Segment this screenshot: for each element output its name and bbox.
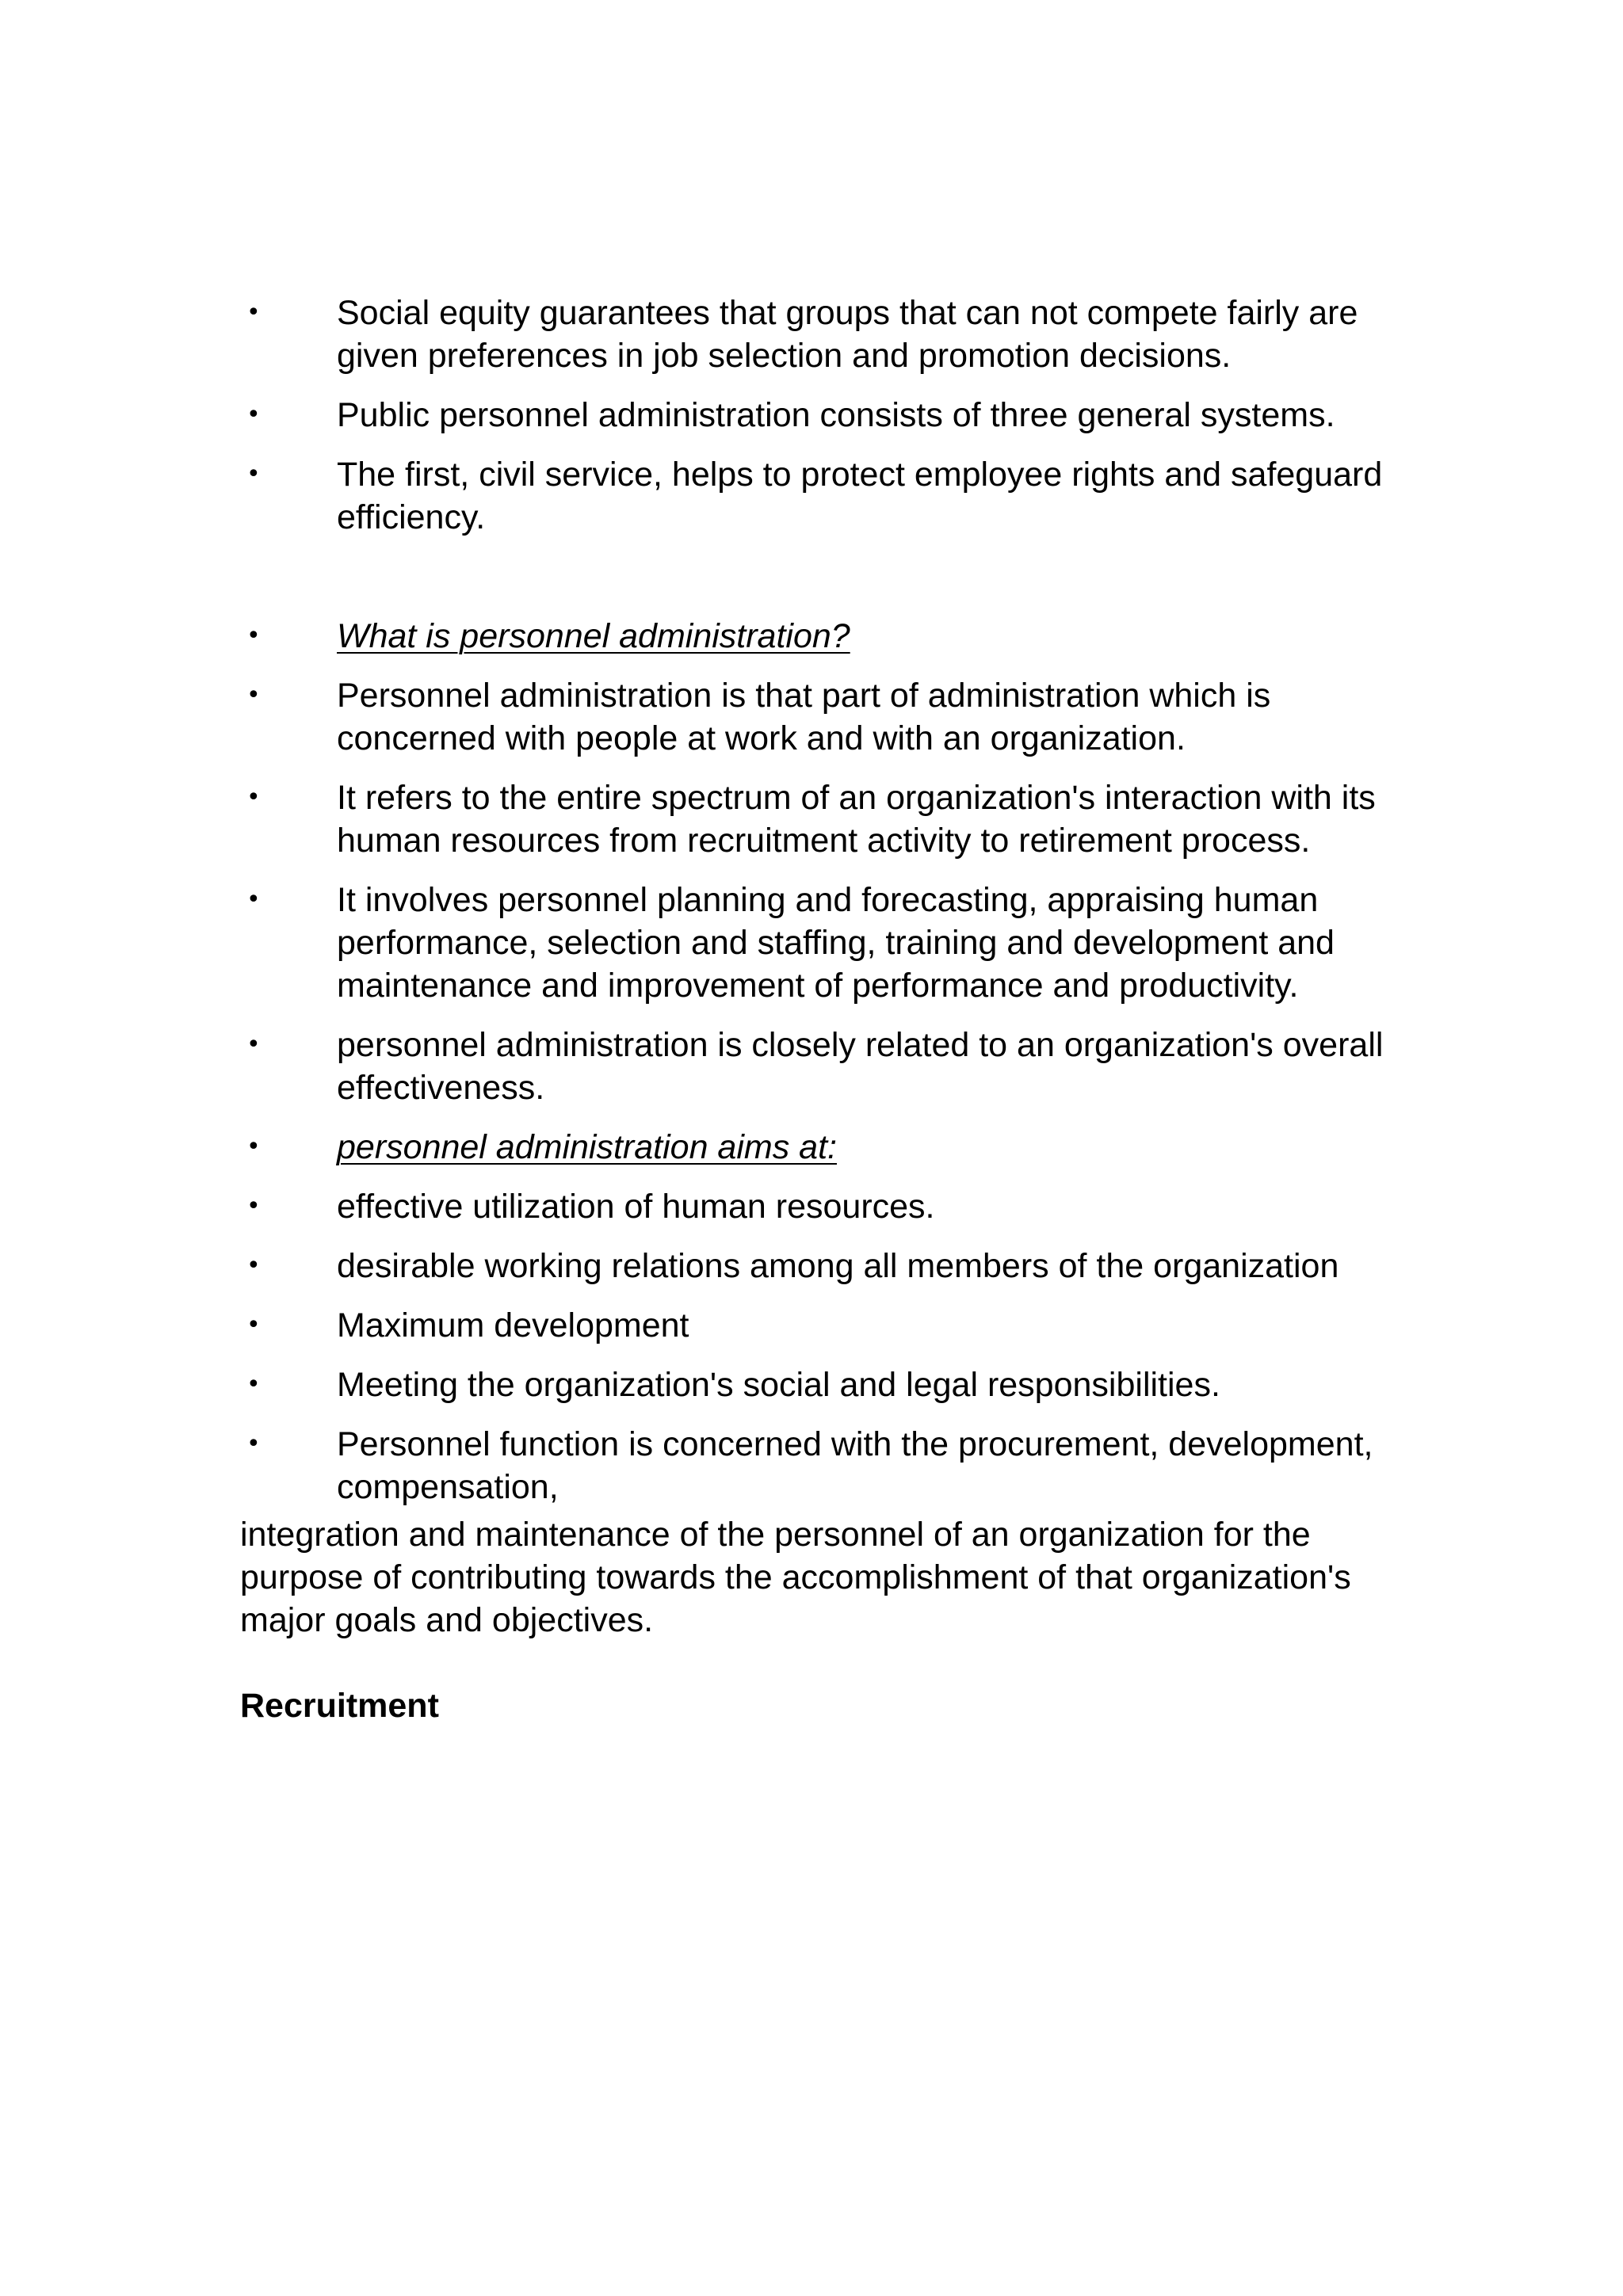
list-item	[240, 394, 1413, 437]
list-item	[240, 453, 1413, 539]
list-item-subheading	[240, 1126, 1413, 1169]
bullet-icon: •	[246, 401, 261, 429]
subheading-text: personnel administration aims at:	[337, 1128, 837, 1166]
list-item-text: Personnel administration is that part of administration which is concerned with people at work and with an organization.	[337, 677, 1271, 757]
subheading-text: What is personnel administration?	[337, 617, 850, 655]
list-item	[240, 1185, 1413, 1228]
list-item	[240, 674, 1413, 760]
list-item-text: effective utilization of human resources.	[337, 1188, 935, 1226]
list-item	[240, 1423, 1413, 1508]
list-item	[240, 1245, 1413, 1287]
bullet-icon: •	[246, 886, 261, 913]
list-item-text: personnel administration is closely related to an organization's overall effectiveness.	[337, 1026, 1384, 1107]
list-item-text: desirable working relations among all members of the organization	[337, 1247, 1339, 1285]
bullet-icon: •	[246, 1031, 261, 1058]
list-item-text: Public personnel administration consists of three general systems.	[337, 396, 1335, 434]
list-item	[240, 1363, 1413, 1406]
list-item	[240, 776, 1413, 862]
bullet-icon: •	[246, 681, 261, 709]
list-item-text: Meeting the organization's social and legal responsibilities.	[337, 1366, 1220, 1404]
list-item-text: Maximum development	[337, 1306, 689, 1344]
list-item	[240, 879, 1413, 1007]
list-item-text: Personnel function is concerned with the procurement, development, compensation,	[337, 1425, 1373, 1506]
bullet-icon: •	[246, 622, 261, 650]
bullet-icon: •	[246, 1311, 261, 1339]
bullet-icon: •	[246, 784, 261, 811]
list-item-text: Social equity guarantees that groups that can not compete fairly are given preferences in job selection and promotion decisions.	[337, 294, 1358, 375]
list-item-subheading	[240, 615, 1413, 658]
bullet-list	[240, 292, 1413, 1508]
list-item	[240, 1304, 1413, 1347]
list-item-text: It involves personnel planning and forecasting, appraising human performance, selection and staffing, training and development and maintenance and improvement of performance and productivity.	[337, 881, 1335, 1005]
bullet-icon: •	[246, 1252, 261, 1280]
bullet-icon: •	[246, 1133, 261, 1161]
document-content	[240, 292, 1413, 1727]
bullet-icon: •	[246, 1430, 261, 1458]
bullet-icon: •	[246, 299, 261, 326]
list-item	[240, 292, 1413, 377]
list-item	[240, 1024, 1413, 1109]
bullet-icon: •	[246, 460, 261, 488]
bullet-icon: •	[246, 1371, 261, 1398]
bullet-icon: •	[246, 1192, 261, 1220]
list-item-text: The first, civil service, helps to protect employee rights and safeguard efficiency.	[337, 456, 1383, 536]
section-heading: Recruitment	[240, 1687, 439, 1725]
body-paragraph: integration and maintenance of the personnel of an organization for the purpose of contributing towards the accomplishment of that organization's major goals and objectives.	[240, 1516, 1351, 1639]
list-item-text: It refers to the entire spectrum of an organization's interaction with its human resources from recruitment activity to retirement process.	[337, 779, 1376, 860]
